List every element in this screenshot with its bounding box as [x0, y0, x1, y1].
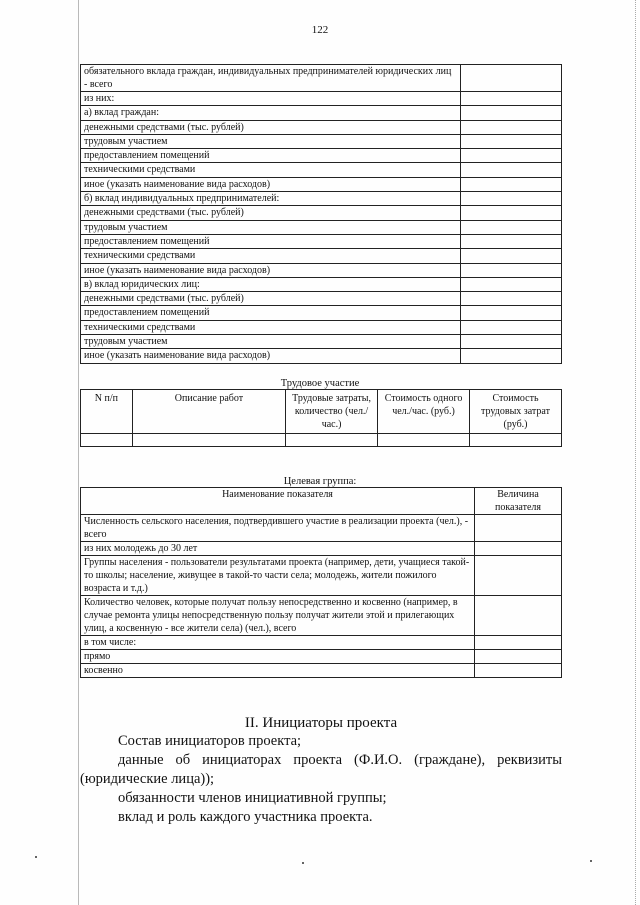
contribution-row-label: иное (указать наименование вида расходов): [81, 263, 461, 277]
labor-cell: [470, 434, 562, 447]
contribution-row-label: денежными средствами (тыс. рублей): [81, 292, 461, 306]
contribution-row: [81, 234, 562, 248]
contribution-row-value: [461, 234, 562, 248]
scan-dot: [590, 860, 592, 862]
scan-dot: [35, 856, 37, 858]
labor-cell: [81, 434, 133, 447]
labor-cell: [378, 434, 470, 447]
contribution-row: [81, 263, 562, 277]
contribution-row-label: из них:: [81, 92, 461, 106]
target-row-label: из них молодежь до 30 лет: [81, 542, 475, 556]
target-row-label: Численность сельского населения, подтвердившего участие в реализации проекта (чел.), - всего: [81, 515, 475, 542]
left-margin-line: [78, 0, 79, 905]
target-table: [80, 487, 562, 678]
contribution-row: [81, 192, 562, 206]
labor-table: [80, 389, 562, 447]
target-row-label: прямо: [81, 650, 475, 664]
contribution-row-label: б) вклад индивидуальных предпринимателей:: [81, 192, 461, 206]
target-row-label: в том числе:: [81, 636, 475, 650]
target-row: [81, 556, 562, 596]
contribution-row-label: техническими средствами: [81, 163, 461, 177]
contribution-row-value: [461, 206, 562, 220]
contribution-row-label: денежными средствами (тыс. рублей): [81, 206, 461, 220]
contribution-row: [81, 134, 562, 148]
contribution-row-label: трудовым участием: [81, 220, 461, 234]
contribution-row: [81, 292, 562, 306]
contribution-row-value: [461, 106, 562, 120]
labor-header-number: N п/п: [81, 390, 133, 434]
contribution-row: [81, 149, 562, 163]
contribution-row-label: техническими средствами: [81, 320, 461, 334]
target-row-value: [475, 556, 562, 596]
contribution-row-value: [461, 335, 562, 349]
contribution-row-value: [461, 177, 562, 191]
contribution-row-label: трудовым участием: [81, 134, 461, 148]
target-row: [81, 636, 562, 650]
target-header-name: Наименование показателя: [81, 488, 475, 515]
target-row-value: [475, 650, 562, 664]
contribution-row-value: [461, 220, 562, 234]
contribution-row: [81, 249, 562, 263]
labor-table-caption: Трудовое участие: [280, 378, 360, 389]
page-number: 122: [311, 24, 329, 36]
contribution-row: [81, 206, 562, 220]
section-line-5: вклад и роль каждого участника проекта.: [118, 809, 373, 825]
labor-empty-row: [81, 434, 562, 447]
target-row: [81, 596, 562, 636]
contribution-row-value: [461, 349, 562, 363]
contribution-row-value: [461, 65, 562, 92]
contribution-row: [81, 106, 562, 120]
contribution-row: [81, 65, 562, 92]
contribution-row: [81, 92, 562, 106]
section-line-3: (юридические лица));: [80, 771, 215, 787]
labor-header-hour-cost: Стоимость одного чел./час. (руб.): [378, 390, 470, 434]
contribution-row: [81, 177, 562, 191]
contribution-row-value: [461, 263, 562, 277]
contribution-row-label: а) вклад граждан:: [81, 106, 461, 120]
target-header-value: Величина показателя: [475, 488, 562, 515]
labor-header-description: Описание работ: [132, 390, 285, 434]
labor-cell: [286, 434, 378, 447]
contribution-row: [81, 306, 562, 320]
contribution-row: [81, 320, 562, 334]
contribution-row-value: [461, 92, 562, 106]
labor-header-total-cost: Стоимость трудовых затрат (руб.): [470, 390, 562, 434]
contribution-row: [81, 277, 562, 291]
contribution-row: [81, 120, 562, 134]
contribution-row-label: в) вклад юридических лиц:: [81, 277, 461, 291]
contribution-row: [81, 349, 562, 363]
target-row-value: [475, 515, 562, 542]
labor-cell: [132, 434, 285, 447]
contribution-row-value: [461, 134, 562, 148]
contribution-row-label: денежными средствами (тыс. рублей): [81, 120, 461, 134]
section-line-2: данные об инициаторах проекта (Ф.И.О. (граждане), реквизиты: [118, 752, 562, 768]
target-row-value: [475, 542, 562, 556]
target-table-caption: Целевая группа:: [283, 476, 357, 487]
labor-header-hours: Трудовые затраты, количество (чел./час.): [286, 390, 378, 434]
contribution-row-label: предоставлением помещений: [81, 234, 461, 248]
contribution-table: [80, 64, 562, 364]
contribution-row-label: предоставлением помещений: [81, 149, 461, 163]
target-row-label: Группы населения - пользователи результатами проекта (например, дети, учащиеся такой-то школы; население, живущее в такой-то части села; молодежь, жители пожилого возраста и т.д.): [81, 556, 475, 596]
target-row-value: [475, 636, 562, 650]
contribution-row-label: предоставлением помещений: [81, 306, 461, 320]
target-row-value: [475, 596, 562, 636]
target-row: [81, 542, 562, 556]
contribution-row-value: [461, 149, 562, 163]
right-margin-line: [635, 0, 636, 905]
contribution-row-value: [461, 120, 562, 134]
contribution-row-value: [461, 306, 562, 320]
scan-dot: [302, 862, 304, 864]
labor-table-header-row: [81, 390, 562, 434]
target-row-value: [475, 664, 562, 678]
contribution-row-label: обязательного вклада граждан, индивидуальных предпринимателей юридических лиц - всего: [81, 65, 461, 92]
contribution-row: [81, 220, 562, 234]
contribution-row: [81, 163, 562, 177]
target-row: [81, 650, 562, 664]
contribution-row-value: [461, 277, 562, 291]
target-table-header-row: [81, 488, 562, 515]
contribution-row-label: техническими средствами: [81, 249, 461, 263]
contribution-row-value: [461, 192, 562, 206]
section-title: II. Инициаторы проекта: [244, 715, 398, 731]
target-row-label: косвенно: [81, 664, 475, 678]
contribution-row-value: [461, 249, 562, 263]
contribution-row-value: [461, 292, 562, 306]
target-row: [81, 515, 562, 542]
contribution-row-value: [461, 163, 562, 177]
contribution-row-value: [461, 320, 562, 334]
target-row-label: Количество человек, которые получат пользу непосредственно и косвенно (например, в случае ремонта улицы непосредственную пользу получат жители этой и прилегающих улиц, а косвенную - все жители села) (чел.), всего: [81, 596, 475, 636]
contribution-row: [81, 335, 562, 349]
section-line-1: Состав инициаторов проекта;: [118, 733, 302, 749]
section-line-4: обязанности членов инициативной группы;: [118, 790, 387, 806]
contribution-row-label: трудовым участием: [81, 335, 461, 349]
contribution-row-label: иное (указать наименование вида расходов): [81, 349, 461, 363]
contribution-row-label: иное (указать наименование вида расходов): [81, 177, 461, 191]
target-row: [81, 664, 562, 678]
